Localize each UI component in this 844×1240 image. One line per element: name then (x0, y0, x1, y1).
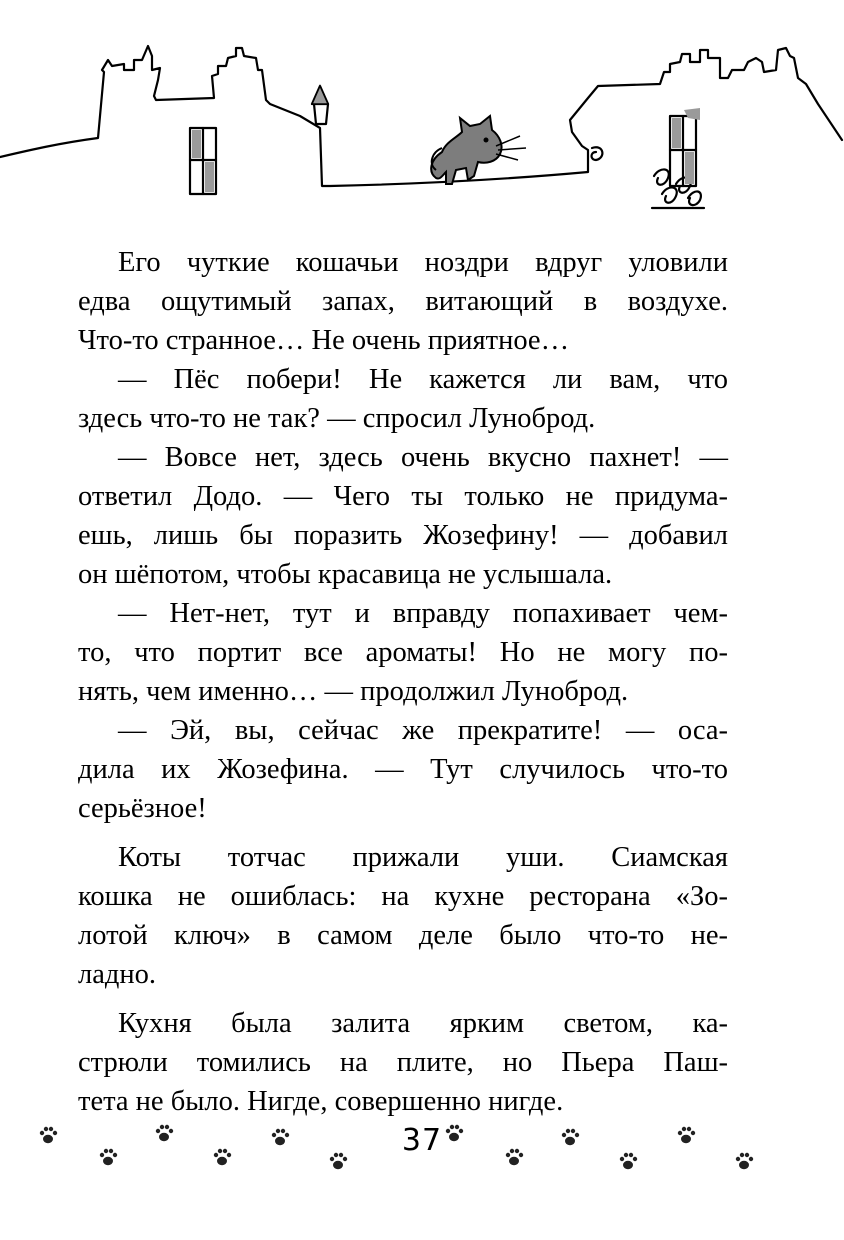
paragraph (78, 1004, 728, 1121)
paragraph (78, 438, 728, 594)
text-line: ладно. (78, 959, 156, 990)
text-line: лотой ключ» в самом деле было что-то не- (78, 920, 728, 951)
text-line: ответил Додо. — Чего ты только не придума- (78, 481, 728, 512)
text-line: тета не было. Нигде, совершенно нигде. (78, 1086, 564, 1117)
text-line: Коты тотчас прижали уши. Сиамская (118, 842, 728, 873)
cat-icon (431, 116, 526, 184)
text-line: ешь, лишь бы поразить Жозефину! — добавил (78, 520, 728, 551)
paragraph (78, 360, 728, 438)
text-line: дила их Жозефина. — Тут случилось что-то (78, 754, 728, 785)
paragraph (78, 594, 728, 711)
text-line: то, что портит все ароматы! Но не могу по- (78, 637, 728, 668)
page-text (78, 243, 728, 1121)
text-line: — Вовсе нет, здесь очень вкусно пахнет! — (118, 442, 728, 473)
text-line: едва ощутимый запах, витающий в воздухе. (78, 286, 728, 317)
page-number: 37 (401, 1123, 443, 1158)
paragraph (78, 711, 728, 828)
text-line: Его чуткие кошачьи ноздри вдруг уловили (118, 247, 728, 278)
text-line: серьёзное! (78, 793, 207, 824)
paragraph (78, 838, 728, 994)
paragraph (78, 243, 728, 360)
text-line: Что-то странное… Не очень приятное… (78, 325, 570, 356)
text-line: здесь что-то не так? — спросил Лунoброд. (78, 403, 596, 434)
text-line: Кухня была залита ярким светом, ка- (118, 1008, 728, 1039)
text-line: — Нет-нет, тут и вправду попахивает чем- (118, 598, 728, 629)
text-line: — Пёс побери! Не кажется ли вам, что (118, 364, 728, 395)
text-line: нять, чем именно… — продолжил Лунoброд. (78, 676, 629, 707)
text-line: — Эй, вы, сейчас же прекратите! — оса- (118, 715, 728, 746)
text-line: кошка не ошиблась: на кухне ресторана «Зо- (78, 881, 728, 912)
text-line: стрюли томились на плите, но Пьера Паш- (78, 1047, 728, 1078)
rooftops-illustration (0, 0, 844, 220)
text-line: он шёпотом, чтобы красавица не услышала. (78, 559, 613, 590)
